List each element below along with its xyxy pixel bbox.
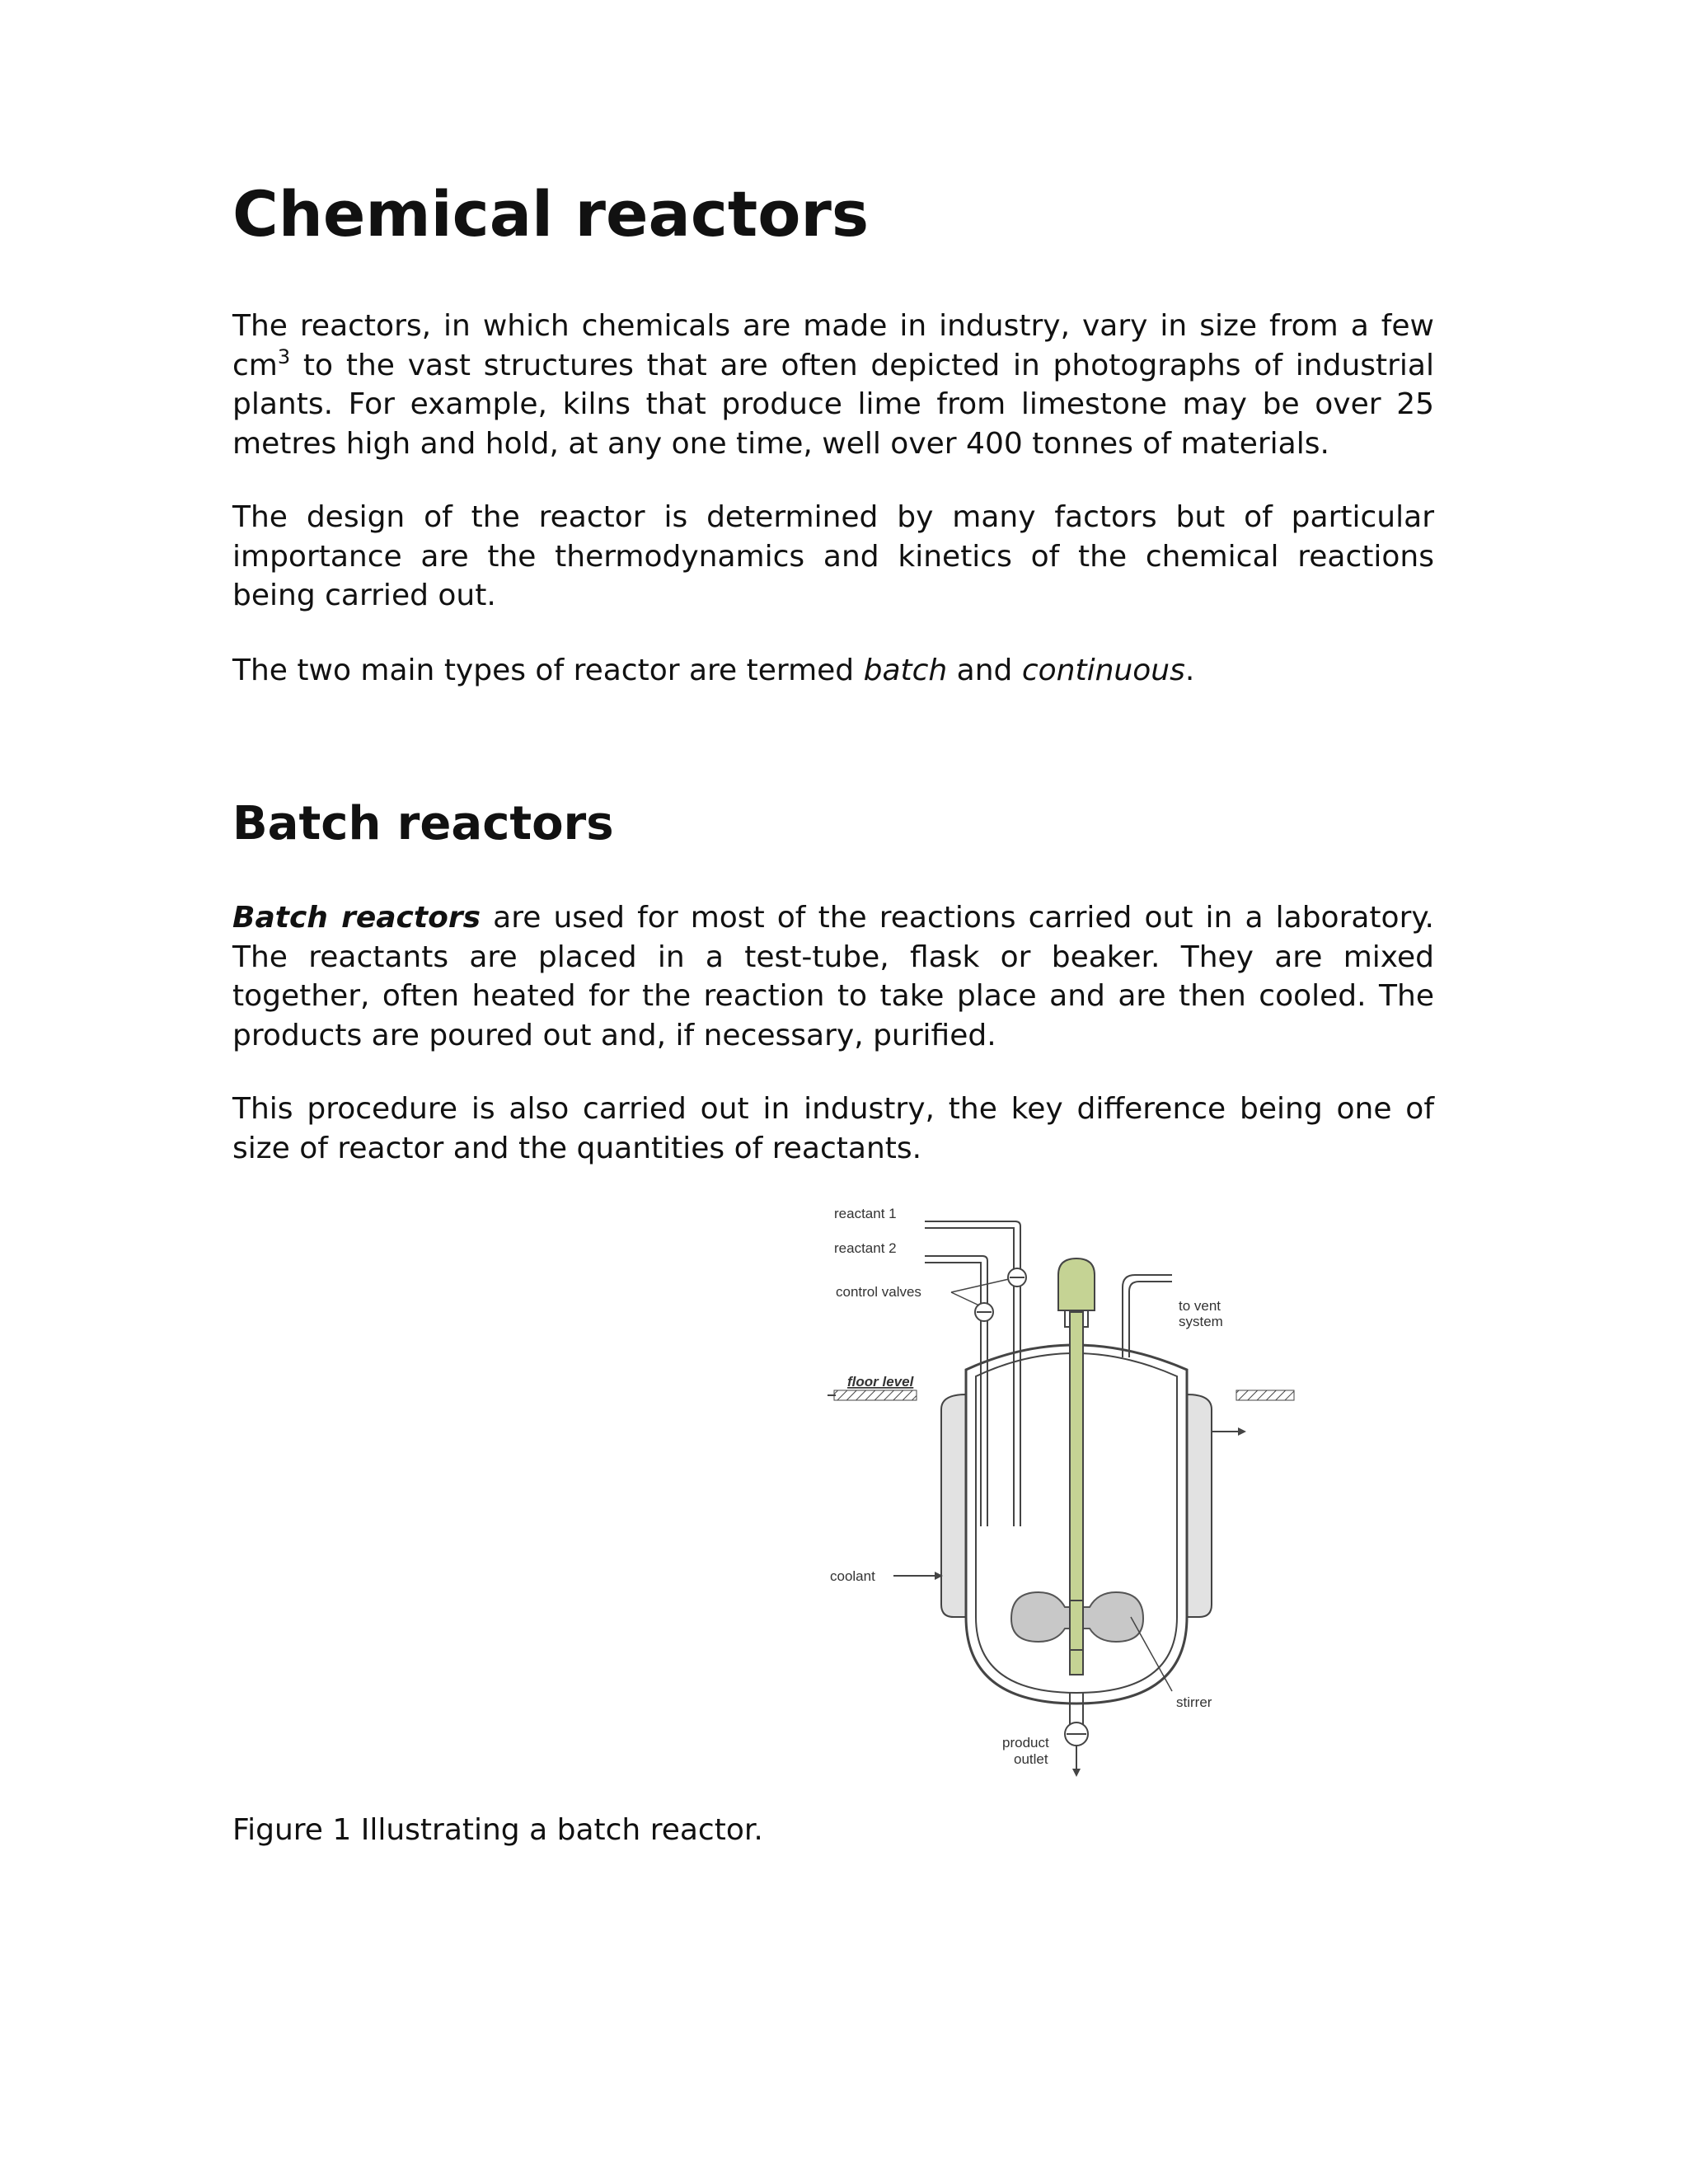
label-product-2: outlet: [1014, 1751, 1048, 1767]
label-stirrer: stirrer: [1176, 1694, 1212, 1710]
batch-paragraph-2: This procedure is also carried out in industry, the key difference being one of size of reactor and the quantities of reactants.: [232, 1092, 1434, 1165]
floor-left: [834, 1390, 917, 1400]
cooling-jacket-right: [1187, 1394, 1212, 1617]
intro-p3-end: .: [1184, 654, 1195, 687]
stirrer-motor: [1058, 1258, 1095, 1310]
intro-paragraph-2: The design of the reactor is determined by many factors but of particular importance are the thermodynamics and kinetics of the chemical reactions being carried out.: [232, 500, 1434, 612]
intro-p3-and: and: [947, 654, 1022, 687]
section-heading-batch-reactors: Batch reactors: [232, 797, 614, 851]
batch-reactors-term: Batch reactors: [232, 901, 481, 935]
page-title: Chemical reactors: [232, 177, 870, 251]
batch-paragraph-1: [232, 898, 1434, 1055]
label-product-1: product: [1002, 1735, 1049, 1750]
intro-p3-text-a: The two main types of reactor are termed: [232, 654, 864, 687]
figure-caption: Figure 1 Illustrating a batch reactor.: [232, 1813, 763, 1847]
intro-paragraph-1: [232, 307, 1434, 463]
label-floor-level: floor level: [847, 1374, 914, 1390]
label-reactant-1: reactant 1: [834, 1206, 897, 1221]
term-continuous: continuous: [1021, 654, 1185, 687]
batch-reactor-diagram: [826, 1197, 1320, 1782]
label-coolant: coolant: [830, 1568, 875, 1584]
label-reactant-2: reactant 2: [834, 1240, 897, 1256]
label-control-valves: control valves: [836, 1284, 921, 1300]
term-batch: batch: [863, 654, 948, 687]
label-vent-1: to vent: [1179, 1298, 1221, 1314]
intro-paragraph-3: [232, 651, 1434, 691]
intro-p1-text-a: The reactors, in which chemicals are made in industry, vary in size from a few cm: [232, 309, 1434, 382]
batch-p1-text: are used for most of the reactions carried out in a laboratory. The reactants are placed in a test-tube, flask or beaker. They are mixed together, often heated for the reaction to take place and are then cooled. The products are poured out and, if necessary, purified.: [232, 901, 1434, 1052]
cooling-jacket: [941, 1394, 966, 1617]
floor-right: [1236, 1390, 1294, 1400]
label-vent-2: system: [1179, 1314, 1223, 1329]
intro-p1-text-b: to the vast structures that are often depicted in photographs of industrial plants. For example, kilns that produce lime from limestone may be over 25 metres high and hold, at any one time, well over 400 tonnes of materials.: [232, 348, 1434, 461]
superscript-3: 3: [277, 344, 291, 368]
